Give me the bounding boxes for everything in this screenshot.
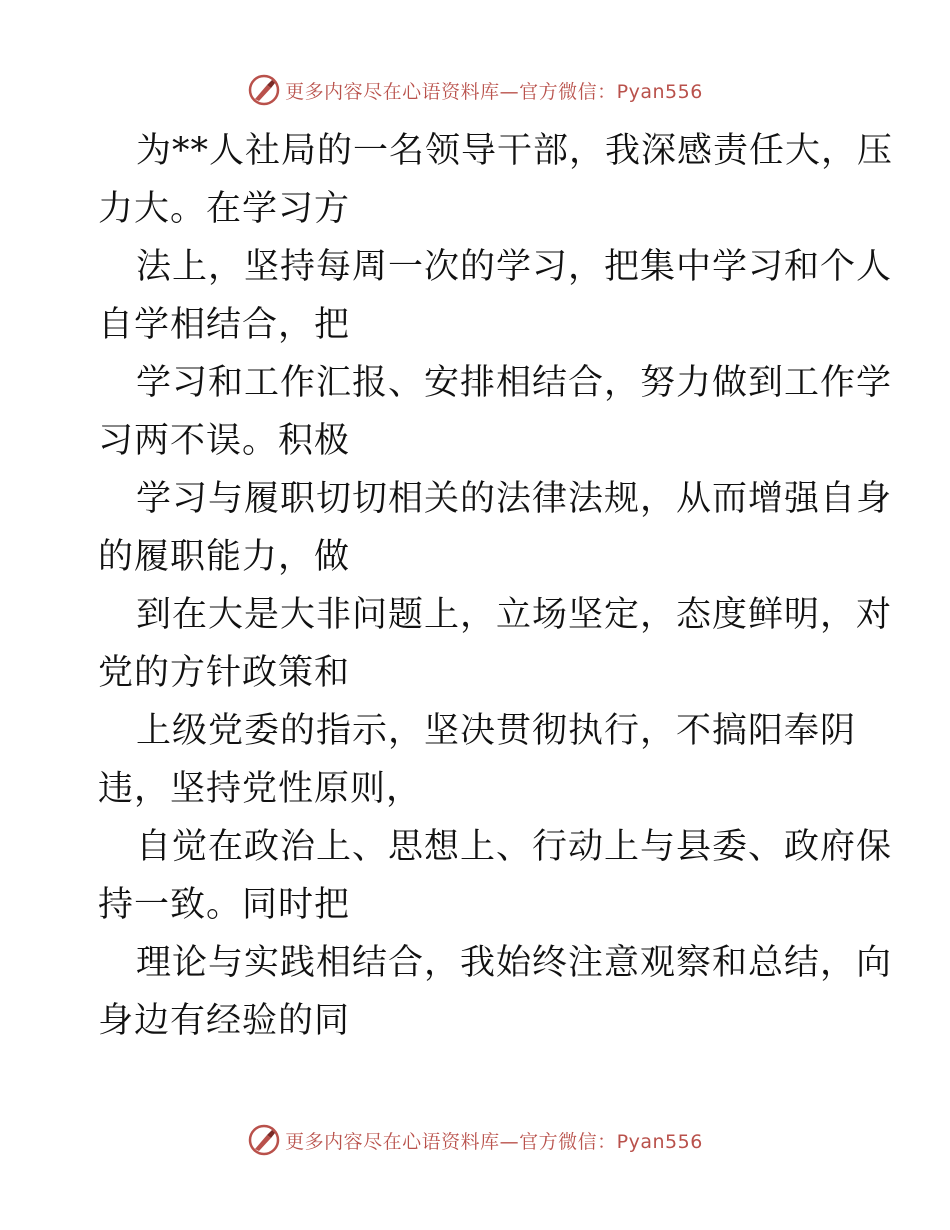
paragraph-line: 为**人社局的一名领导干部，我深感责任大，压 <box>136 131 894 171</box>
paragraph-line: 违，坚持党性原则， <box>98 769 423 809</box>
footer-watermark-text: 更多内容尽在心语资料库—官方微信：Pyan556 <box>285 1130 703 1153</box>
paragraph-line: 法上，坚持每周一次的学习，把集中学习和个人 <box>136 247 893 287</box>
paragraph-line: 理论与实践相结合，我始终注意观察和总结，向 <box>136 943 893 983</box>
paragraph-line: 学习和工作汇报、安排相结合，努力做到工作学 <box>136 363 893 403</box>
paragraph-line: 到在大是大非问题上，立场坚定，态度鲜明，对 <box>136 595 893 635</box>
paragraph-line: 学习与履职切切相关的法律法规，从而增强自身 <box>136 479 893 519</box>
paragraph-line: 上级党委的指示，坚决贯彻执行，不搞阳奉阴 <box>136 711 857 751</box>
paragraph-line: 身边有经验的同 <box>98 1001 351 1041</box>
paragraph-line: 自学相结合，把 <box>98 305 351 345</box>
header-watermark-text: 更多内容尽在心语资料库—官方微信：Pyan556 <box>285 80 703 103</box>
paragraph-line: 的履职能力，做 <box>98 537 351 577</box>
header-watermark <box>0 70 950 110</box>
paragraph-line: 力大。在学习方 <box>98 189 351 229</box>
paragraph-line: 自觉在政治上、思想上、行动上与县委、政府保 <box>136 827 893 867</box>
footer-watermark <box>0 1120 950 1160</box>
pen-logo-icon <box>247 73 281 107</box>
paragraph-line: 持一致。同时把 <box>98 885 351 925</box>
paragraph-line: 党的方针政策和 <box>98 653 351 693</box>
document-body <box>98 122 894 1050</box>
pen-logo-icon <box>247 1123 281 1157</box>
paragraph-line: 习两不误。积极 <box>98 421 351 461</box>
